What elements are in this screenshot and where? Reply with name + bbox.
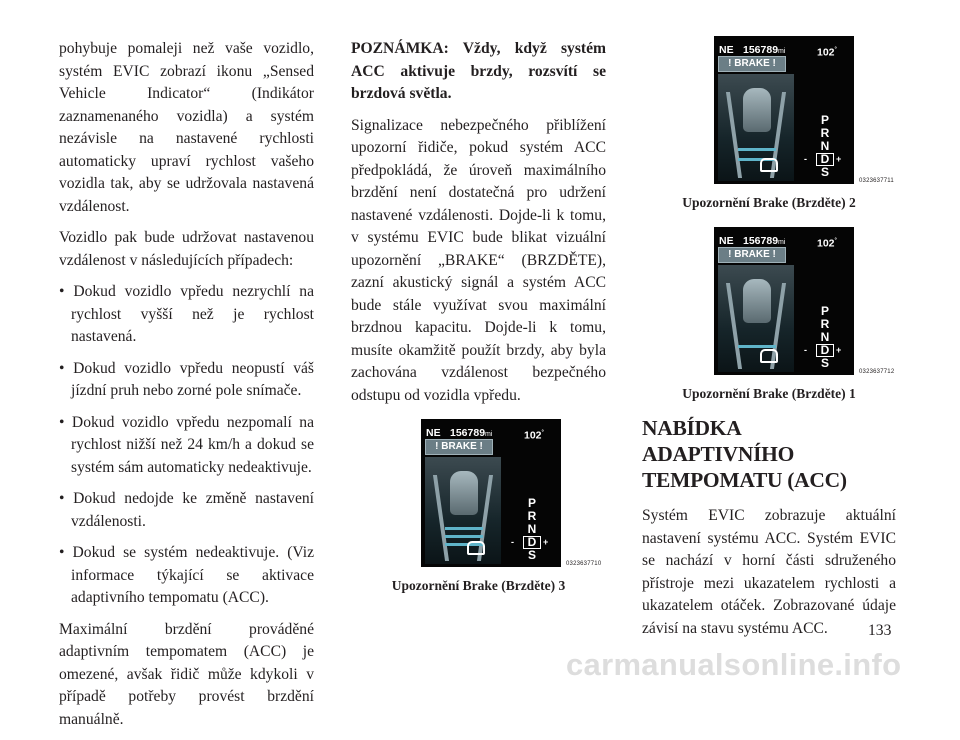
paragraph: Systém EVIC zobrazuje aktuální nastavení systému ACC. Systém EVIC se nachází v horní části sdruženého přístroje mezi ukazatelem rychlosti a ukazatelem otáček. Zobrazované údaje závisí na stavu systému ACC. [642,507,896,637]
road-graphic [425,457,501,564]
figure-caption: Upozornění Brake (Brzděte) 3 [391,578,566,593]
odometer: 156789mi [743,44,786,56]
display-top-bar [714,227,854,249]
list-item: • Dokud vozidlo vpředu neopustí váš jízdní pruh nebo zorné pole snímače. [59,359,314,399]
figure-code: 0323637711 [859,178,894,184]
display-top-bar [714,36,854,59]
evic-display [714,227,854,375]
gear-indicator: P R N D S - + [511,496,549,562]
watermark: carmanualsonline.info [566,647,902,682]
paragraph: pohybuje pomaleji než vaše vozidlo, systém EVIC zobrazí ikonu „Sensed Vehicle Indicator“ (Indikátor zaznamenaného vozidla) a systém nezávisle na nastavené rychlosti automaticky upraví rychlost vašeho vozidla tak, aby se udržovala nastavená vzdálenost. [59,40,314,215]
text-column-middle [351,38,606,598]
acc-icon [467,541,485,555]
figure-brake-3 [421,419,631,569]
gear-indicator: P R N D S - + [804,303,842,370]
evic-display [714,36,854,184]
note-paragraph: POZNÁMKA: Vždy, když systém ACC aktivuje brzdy, rozsvítí se brzdová světla. [351,40,606,102]
figure-code: 0323637712 [859,368,895,375]
figure-brake-2 [714,36,924,186]
compass-heading: NE [426,427,441,439]
page-number: 133 [868,622,892,639]
text-column-left [59,38,314,740]
paragraph: Vozidlo pak bude udržovat nastavenou vzdálenost v následujících případech: [59,229,314,269]
figure-caption: Upozornění Brake (Brzděte) 2 [682,195,856,210]
odometer: 156789mi [450,427,493,439]
list-item: • Dokud vozidlo vpředu nezrychlí na rychlost vyšší než je rychlost nastavená. [59,283,314,345]
figure-caption: Upozornění Brake (Brzděte) 1 [682,385,856,401]
sensed-vehicle-icon [743,88,771,132]
text-column-right [642,36,896,649]
list-item: • Dokud se systém nedeaktivuje. (Viz informace týkající se aktivace adaptivního tempomatu (ACC). [59,544,314,606]
evic-display [421,419,561,567]
brake-warning: ! BRAKE ! [718,247,786,263]
figure-code: 0323637710 [566,561,602,567]
paragraph: Signalizace nebezpečného přiblížení upozorní řidiče, pokud systém ACC předpokládá, že úroveň maximálního brzdění není dostatečná pro udržení nastavené vzdálenosti. Dojde-li k tomu, v systému EVIC bude blikat vizuální upozornění „BRAKE“ (BRZDĚTE), zazní akustický signál a systém ACC bude stále využívat svou maximální brzdnou kapacitu. Dojde-li k tomu, musíte okamžitě použít brzdy, aby byla zachována vzdálenost bezpečného odstupu od vozidla vpředu. [351,116,606,404]
brake-warning: ! BRAKE ! [425,439,493,455]
outside-temperature: 102° [817,46,837,59]
odometer: 156789mi [743,234,786,247]
road-graphic [718,74,794,181]
sensed-vehicle-icon [743,279,771,323]
gear-indicator: P R N D S - + [804,113,842,179]
outside-temperature: 102° [524,429,544,442]
road-graphic [718,265,794,372]
sensed-vehicle-icon [450,471,478,515]
compass-heading: NE [719,44,734,56]
figure-brake-1 [714,227,924,377]
acc-icon [760,349,778,363]
compass-heading: NE [719,234,734,247]
brake-warning: ! BRAKE ! [718,56,786,72]
acc-icon [760,158,778,172]
display-top-bar [421,419,561,442]
paragraph: Maximální brzdění prováděné adaptivním tempomatem (ACC) je omezené, avšak řidič může kdykoli v případě potřeby provést brzdění manuálně. [59,620,314,728]
section-heading: NABÍDKA ADAPTIVNÍHO TEMPOMATU (ACC) [642,416,847,492]
list-item: • Dokud nedojde ke změně nastavení vzdálenosti. [59,490,314,530]
outside-temperature: 102° [817,237,837,249]
list-item: • Dokud vozidlo vpředu nezpomalí na rychlost nižší než 24 km/h a dokud se systém sám automaticky nedeaktivuje. [59,413,314,476]
